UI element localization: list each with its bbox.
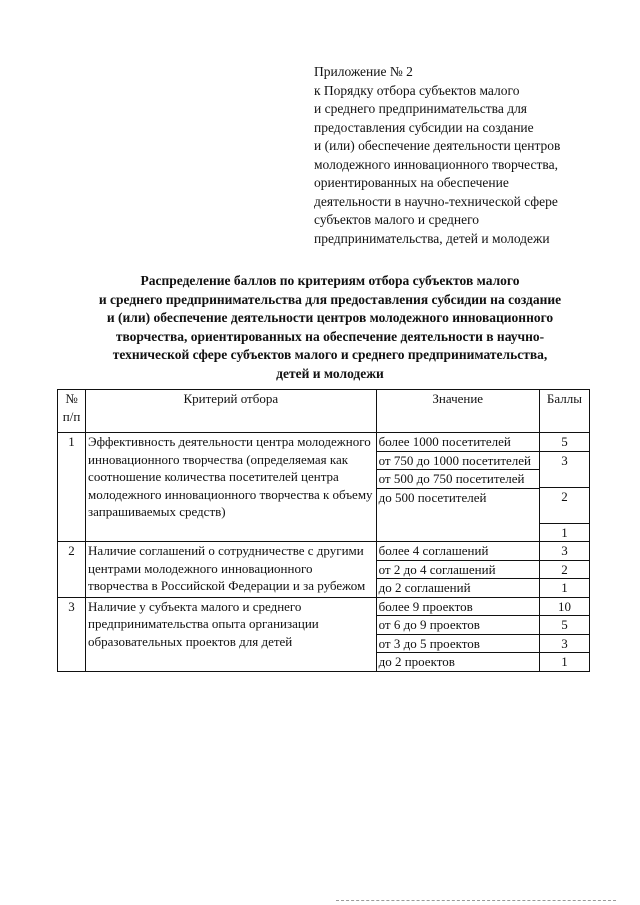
value-cell: от 750 до 1000 посетителей [378,452,531,468]
points-cell: 2 [561,561,568,577]
row-points [539,597,589,671]
table-row [58,433,590,542]
value-cell: более 4 соглашений [378,543,489,558]
table-row [58,542,590,598]
points-cell: 1 [561,580,568,595]
value-cell: от 3 до 5 проектов [378,635,480,651]
appendix-note [314,63,614,248]
appendix-line: к Порядку отбора субъектов малого [314,82,520,98]
points-cell: 1 [561,524,568,540]
value-cell: более 9 проектов [378,598,473,614]
row-values [376,433,539,542]
appendix-line: и среднего предпринимательства для [314,101,528,116]
table-header-row [58,390,590,433]
appendix-line: молодежного инновационного творчества, [314,156,558,172]
value-cell: до 2 проектов [378,654,455,669]
table-row [58,597,590,671]
value-cell: от 6 до 9 проектов [378,617,480,632]
document-title [60,272,600,383]
row-num: 2 [58,542,86,598]
points-cell: 10 [557,598,571,614]
header-criterion: Критерий отбора [86,390,377,433]
value-cell: более 1000 посетителей [378,434,511,449]
points-cell: 2 [561,488,568,504]
appendix-line: предпринимательства, детей и молодежи [314,230,550,246]
row-num: 1 [58,433,86,542]
title-line: и (или) обеспечение деятельности центров молодежного инновационного [106,310,554,325]
points-cell: 3 [561,635,568,651]
row-criterion: Наличие у субъекта малого и среднего предпринимательства опыта организации образовательных проектов для детей [86,597,377,671]
value-cell: до 2 соглашений [378,580,471,595]
row-num: 3 [58,597,86,671]
points-cell: 3 [561,543,568,558]
value-cell: от 500 до 750 посетителей [378,471,525,486]
appendix-line: Приложение № 2 [314,64,413,79]
row-points [539,433,589,542]
row-points [539,542,589,598]
title-line: Распределение баллов по критериям отбора субъектов малого [140,273,520,288]
header-points: Баллы [539,390,589,433]
row-criterion: Эффективность деятельности центра молодежного инновационного творчества (определяемая как соотношение количества посетителей центра молодежного инновационного творчества к объему запрашиваемых средств) [86,433,377,542]
appendix-line: и (или) обеспечение деятельности центров [314,138,561,153]
title-line: творчества, ориентированных на обеспечение деятельности в научно- [115,328,545,344]
value-cell: от 2 до 4 соглашений [378,561,496,577]
header-num: № п/п [58,390,86,433]
appendix-line: субъектов малого и среднего [314,212,480,227]
value-cell: до 500 посетителей [378,489,487,505]
criteria-table [57,389,590,672]
points-cell: 3 [561,452,568,468]
title-line: и среднего предпринимательства для предоставления субсидии на создание [98,291,562,307]
points-cell: 5 [561,617,568,632]
appendix-line: предоставления субсидии на создание [314,119,534,135]
scan-edge-line [336,900,616,901]
row-values [376,542,539,598]
title-line: детей и молодежи [276,365,384,381]
points-cell: 5 [561,434,568,449]
row-criterion: Наличие соглашений о сотрудничестве с другими центрами молодежного инновационного творчества в Российской Федерации и за рубежом [86,542,377,598]
points-cell: 1 [561,654,568,669]
header-value: Значение [376,390,539,433]
appendix-line: ориентированных на обеспечение [314,175,509,190]
appendix-line: деятельности в научно-технической сфере [314,193,558,209]
row-values [376,597,539,671]
title-line: технической сфере субъектов малого и среднего предпринимательства, [112,347,548,362]
